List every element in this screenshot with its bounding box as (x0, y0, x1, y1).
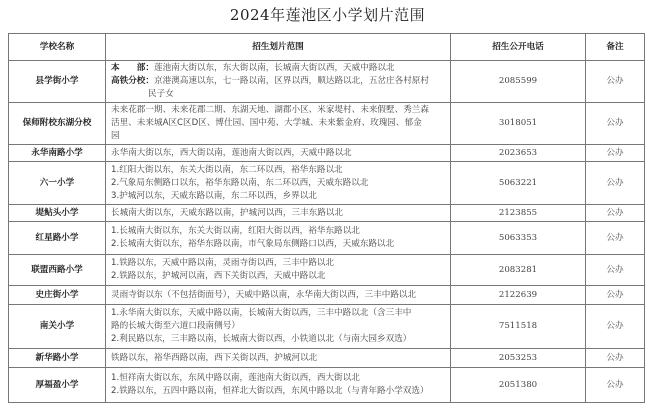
scope-line (111, 130, 447, 143)
table-row (9, 61, 645, 103)
scope-text: 未来花郡一期、未来花郡二期、东湖天地、湖郡小区、米家堤村、未来假墅、秀兰森 (111, 105, 429, 115)
note-cell: 公办 (586, 103, 645, 145)
scope-text: 园 (111, 131, 120, 141)
scope-line (111, 289, 447, 302)
scope-cell (106, 286, 451, 305)
table-header-row (9, 34, 645, 61)
scope-cell (106, 162, 451, 205)
note-cell: 公办 (586, 222, 645, 255)
scope-cell (106, 368, 451, 403)
campus-label: 高铁分校： (111, 76, 154, 86)
scope-line (111, 88, 447, 101)
school-name-cell: 县学街小学 (9, 61, 106, 103)
phone-cell: 7511518 (451, 305, 586, 349)
scope-text: 1.铁路以东，天威中路以南，灵雨寺街以西，三丰中路以北 (111, 258, 335, 268)
table-row (9, 205, 645, 222)
scope-text: 路的长城大街至六道口段南侧号） (111, 321, 240, 331)
table-row (9, 162, 645, 205)
table-row (9, 255, 645, 286)
scope-line (111, 307, 447, 320)
scope-text: 永华南大街以东，西大街以南，莲池南大街以西，天威中路以北 (111, 147, 352, 158)
note-cell: 公办 (586, 349, 645, 368)
school-name-cell: 六一小学 (9, 162, 106, 205)
school-name-cell: 保师附校东湖分校 (9, 103, 106, 145)
scope-text: 活里、未来城A区C区D区、博仕园、国中苑、大学城、未来紫金府、玫瑰园、郁金 (111, 118, 422, 128)
header-school-name: 学校名称 (9, 34, 106, 61)
phone-cell: 2123855 (451, 205, 586, 222)
school-name-cell: 永华南路小学 (9, 145, 106, 162)
scope-text: 1.永华南大街以东，天威中路以南，长城南大街以西，三丰中路以北（含三丰中 (111, 308, 412, 318)
scope-line (111, 238, 447, 251)
phone-cell: 2051380 (451, 368, 586, 403)
table-row (9, 103, 645, 145)
note-cell: 公办 (586, 162, 645, 205)
table-row (9, 222, 645, 255)
table-row (9, 145, 645, 162)
scope-text: 灵雨寺街以东（不包括街面号），天威中路以南，永华南大街以西，三丰中路以北 (111, 289, 417, 300)
table-body (9, 61, 645, 403)
table-row (9, 286, 645, 305)
scope-line (111, 75, 447, 88)
table-row (9, 305, 645, 349)
note-cell: 公办 (586, 286, 645, 305)
scope-text: 2.利民路以东，三丰路以南，长城南大街以西，小铁道以北（与南大园乡双选） (111, 334, 412, 344)
scope-text: 3.护城河以东，天威东路以南，东二环以西，乡界以北 (111, 190, 317, 201)
scope-line (111, 117, 447, 130)
campus-label: 本 部： (111, 63, 154, 73)
phone-cell: 2053253 (451, 349, 586, 368)
note-cell: 公办 (586, 255, 645, 286)
scope-line (111, 164, 447, 177)
scope-text: 2.铁路以东，五四中路以南，恒祥北大街以西，东风中路以北（与青年路小学双选） (111, 386, 429, 396)
scope-text: 铁路以东，裕华西路以南，西下关街以西，护城河以北 (111, 352, 318, 363)
scope-text: 2.长城南大街以东，裕华东路以南，市气象局东侧路口以西，天威东路以北 (111, 239, 395, 249)
phone-cell: 2122639 (451, 286, 586, 305)
phone-cell: 5063221 (451, 162, 586, 205)
table-row (9, 368, 645, 403)
scope-line (111, 147, 447, 160)
phone-cell: 2023653 (451, 145, 586, 162)
scope-line (111, 177, 447, 190)
note-cell: 公办 (586, 145, 645, 162)
scope-line (111, 385, 447, 398)
scope-cell (106, 103, 451, 145)
scope-line (111, 207, 447, 220)
scope-text: 1.长城南大街以东，东关大街以南，红阳大街以西，裕华东路以北 (111, 226, 360, 236)
scope-text: 民子女 (148, 89, 174, 99)
header-scope: 招生划片范围 (106, 34, 451, 61)
scope-line (111, 225, 447, 238)
school-name-cell: 堤鲇头小学 (9, 205, 106, 222)
scope-text: 1.恒祥南大街以东，东风中路以南，莲池南大街以西，西大街以北 (111, 373, 360, 383)
note-cell: 公办 (586, 61, 645, 103)
scope-line (111, 190, 447, 203)
school-name-cell: 联盟西路小学 (9, 255, 106, 286)
scope-line (111, 352, 447, 365)
school-district-table (8, 33, 645, 403)
note-cell: 公办 (586, 368, 645, 403)
scope-line (111, 333, 447, 346)
school-name-cell: 史庄街小学 (9, 286, 106, 305)
scope-cell (106, 305, 451, 349)
scope-cell (106, 61, 451, 103)
page-title: 2024年莲池区小学划片范围 (229, 6, 426, 24)
scope-cell (106, 255, 451, 286)
note-cell: 公办 (586, 205, 645, 222)
scope-text: 1.红阳大街以东，东关大街以南，东二环以西，裕华东路以北 (111, 164, 343, 175)
school-name-cell: 新华路小学 (9, 349, 106, 368)
phone-cell: 5063353 (451, 222, 586, 255)
school-name-cell: 红星路小学 (9, 222, 106, 255)
table-row (9, 349, 645, 368)
school-name-cell: 南关小学 (9, 305, 106, 349)
header-phone: 招生公开电话 (451, 34, 586, 61)
note-cell: 公办 (586, 305, 645, 349)
scope-cell (106, 222, 451, 255)
scope-line (111, 372, 447, 385)
scope-cell (106, 205, 451, 222)
scope-text: 长城南大街以东，天威东路以南，护城河以西，三丰东路以北 (111, 207, 344, 218)
phone-cell: 3018051 (451, 103, 586, 145)
header-note: 备注 (586, 34, 645, 61)
scope-line (111, 257, 447, 270)
scope-text: 京港澳高速以东，七一路以南，区界以西，顺达路以北，五岔庄各村原村 (153, 76, 429, 86)
school-name-cell: 厚福盈小学 (9, 368, 106, 403)
scope-line (111, 104, 447, 117)
scope-cell (106, 145, 451, 162)
scope-text: 2.气象局东侧路口以东，裕华东路以南，东二环以西，天威东路以北 (111, 177, 369, 188)
scope-text: 2.铁路以东，护城河以南，西下关街以西，天威中路以北 (111, 271, 326, 281)
scope-line (111, 62, 447, 75)
scope-text: 莲池南大街以东，东大街以南，长城南大街以西，天威中路以北 (153, 63, 395, 73)
scope-cell (106, 349, 451, 368)
scope-line (111, 320, 447, 333)
phone-cell: 2085599 (451, 61, 586, 103)
scope-line (111, 270, 447, 283)
phone-cell: 2083281 (451, 255, 586, 286)
